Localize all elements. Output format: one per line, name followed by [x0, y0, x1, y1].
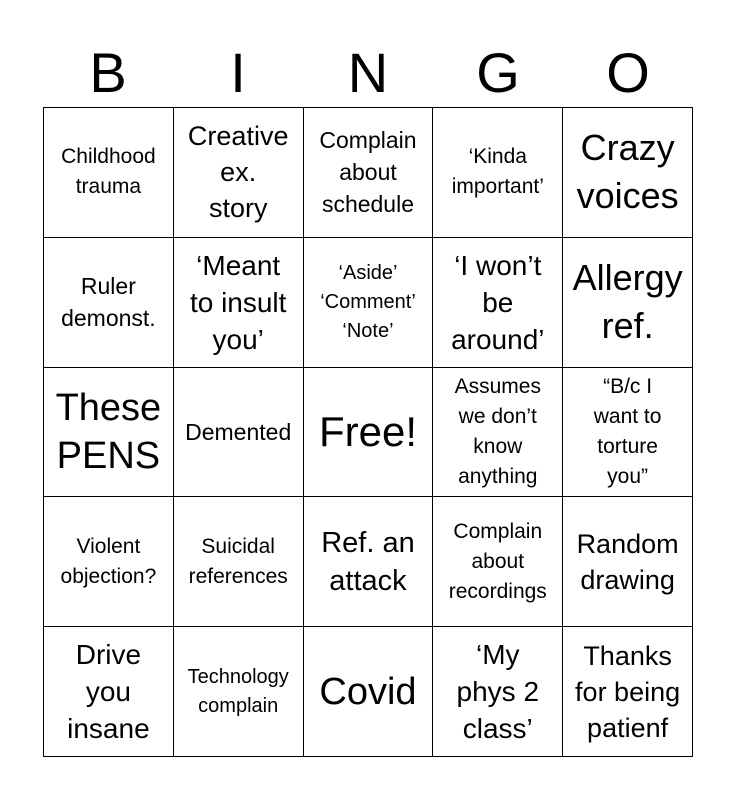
bingo-cell[interactable]: “B/c I want to torture you” — [563, 368, 693, 498]
bingo-cell[interactable]: ‘I won’t be around’ — [433, 238, 563, 368]
bingo-cell[interactable]: ‘Meant to insult you’ — [174, 238, 304, 368]
bingo-cell[interactable]: These PENS — [44, 368, 174, 498]
header-letter-b: B — [89, 41, 127, 104]
bingo-board — [43, 107, 693, 757]
bingo-cell[interactable]: Covid — [304, 627, 434, 757]
bingo-cell[interactable]: Complain about recordings — [433, 497, 563, 627]
bingo-cell[interactable]: Demented — [174, 368, 304, 498]
bingo-header — [43, 40, 693, 106]
bingo-cell[interactable]: Crazy voices — [563, 108, 693, 238]
header-letter-o: O — [606, 41, 650, 104]
bingo-cell[interactable]: Technology complain — [174, 627, 304, 757]
header-letter-n: N — [347, 41, 389, 104]
bingo-cell[interactable]: Childhood trauma — [44, 108, 174, 238]
bingo-cell[interactable]: Assumes we don’t know anything — [433, 368, 563, 498]
bingo-cell[interactable]: Creative ex. story — [174, 108, 304, 238]
header-letter-g: G — [476, 41, 520, 104]
header-letter-i: I — [230, 41, 246, 104]
bingo-cell[interactable]: Violent objection? — [44, 497, 174, 627]
free-space[interactable]: Free! — [304, 368, 434, 498]
bingo-cell[interactable]: Random drawing — [563, 497, 693, 627]
bingo-cell[interactable]: Thanks for being patienf — [563, 627, 693, 757]
bingo-cell[interactable]: ‘Kinda important’ — [433, 108, 563, 238]
bingo-cell[interactable]: ‘Aside’ ‘Comment’ ‘Note’ — [304, 238, 434, 368]
bingo-cell[interactable]: ‘My phys 2 class’ — [433, 627, 563, 757]
bingo-cell[interactable]: Suicidal references — [174, 497, 304, 627]
bingo-cell[interactable]: Drive you insane — [44, 627, 174, 757]
bingo-cell[interactable]: Complain about schedule — [304, 108, 434, 238]
bingo-cell[interactable]: Ref. an attack — [304, 497, 434, 627]
bingo-cell[interactable]: Ruler demonst. — [44, 238, 174, 368]
bingo-cell[interactable]: Allergy ref. — [563, 238, 693, 368]
